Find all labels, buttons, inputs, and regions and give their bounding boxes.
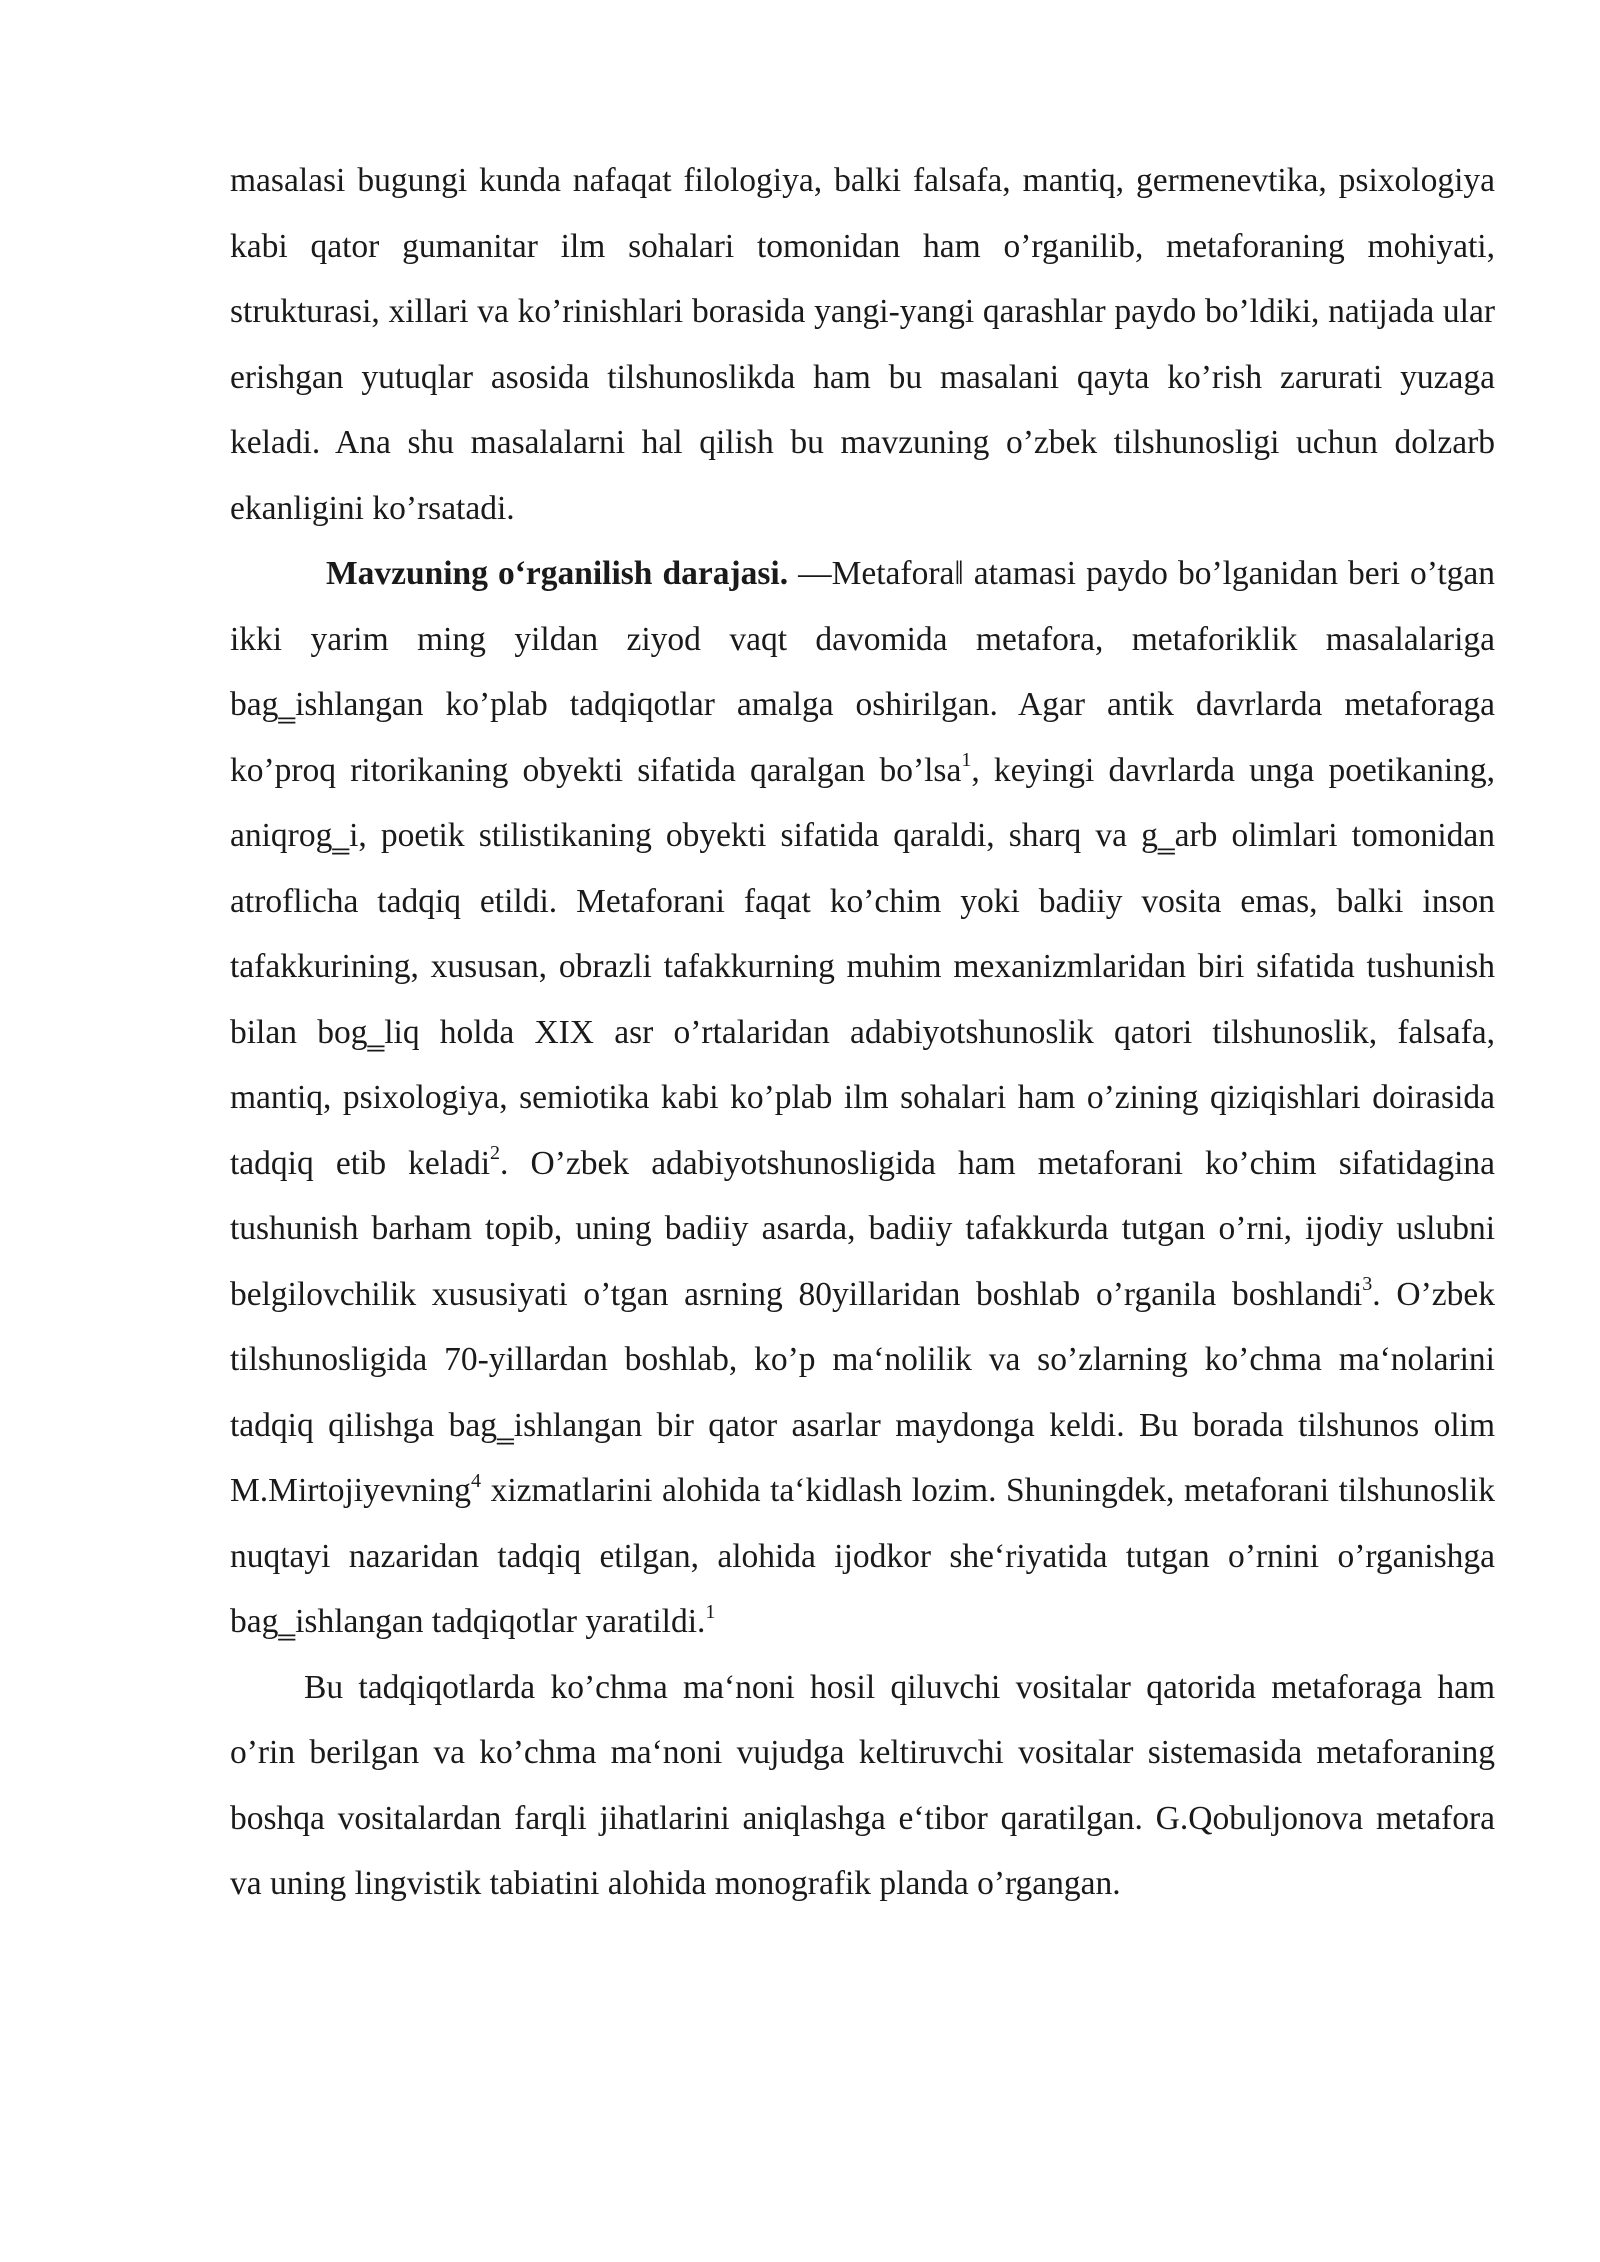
paragraph-study-level <box>230 541 1495 1655</box>
footnote-ref[interactable]: 1 <box>961 749 972 772</box>
footnote-ref[interactable]: 4 <box>471 1469 482 1492</box>
text-segment: xizmatlarini alohida ta‘kidlash lozim. Shuningdek, metaforani tilshunoslik nuqtayi nazaridan tadqiq etilgan, alohida ijodkor she‘riyatida tutgan o’rnini o’rganishga bag‗ishlangan tadqiqotlar yaratildi. <box>230 1472 1495 1640</box>
paragraph-intro: masalasi bugungi kunda nafaqat filologiya, balki falsafa, mantiq, germenevtika, psixologiya kabi qator gumanitar ilm sohalari tomonidan ham o’rganilib, metaforaning mohiyati, strukturasi, xillari va ko’rinishlari borasida yangi-yangi qarashlar paydo bo’ldiki, natijada ular erishgan yutuqlar asosida tilshunoslikda ham bu masalani qayta ko’rish zarurati yuzaga keladi. Ana shu masalalarni hal qilish bu mavzuning o’zbek tilshunosligi uchun dolzarb ekanligini ko’rsatadi. <box>230 162 1495 527</box>
footnote-ref[interactable]: 1 <box>705 1600 716 1623</box>
section-heading: Mavzuning o‘rganilish darajasi. <box>326 555 789 592</box>
footnote-ref[interactable]: 2 <box>490 1142 501 1165</box>
document-page <box>230 148 1495 1917</box>
text-segment: ―Metafora‖ atamasi paydo bo’lganidan beri o’tgan ikki yarim ming yildan ziyod vaqt davomida metafora, metaforiklik masalalariga bag‗ishlangan ko’plab tadqiqotlar amalga oshirilgan. Agar antik davrlarda metaforaga ko’proq ritorikaning obyekti sifatida qaralgan bo’lsa <box>230 555 1496 789</box>
paragraph-research: Bu tadqiqotlarda ko’chma ma‘noni hosil qiluvchi vositalar qatorida metaforaga ham o’rin berilgan va ko’chma ma‘noni vujudga keltiruvchi vositalar sistemasida metaforaning boshqa vositalardan farqli jihatlarini aniqlashga e‘tibor qaratilgan. G.Qobuljonova metafora va uning lingvistik tabiatini alohida monografik planda o’rgangan. <box>230 1668 1495 1902</box>
text-segment: . O’zbek tilshunosligida 70-yillardan boshlab, ko’p ma‘nolilik va so’zlarning ko’chma ma‘nolarini tadqiq qilishga bag‗ishlangan bir qator asarlar maydonga keldi. Bu borada tilshunos olim M.Mirtojiyevning <box>230 1275 1495 1509</box>
text-segment: , keyingi davrlarda unga poetikaning, aniqrog‗i, poetik stilistikaning obyekti sifatida qaraldi, sharq va g‗arb olimlari tomonidan atroflicha tadqiq etildi. Metaforani faqat ko’chim yoki badiiy vosita emas, balki inson tafakkurining, xususan, obrazli tafakkurning muhim mexanizmlaridan biri sifatida tushunish bilan bog‗liq holda XIX asr o’rtalaridan adabiyotshunoslik qatori tilshunoslik, falsafa, mantiq, psixologiya, semiotika kabi ko’plab ilm sohalari ham o’zining qiziqishlari doirasida tadqiq etib keladi <box>230 751 1495 1182</box>
footnote-ref[interactable]: 3 <box>1362 1273 1373 1296</box>
text-segment: . O’zbek adabiyotshunosligida ham metaforani ko’chim sifatidagina tushunish barham topib, uning badiiy asarda, badiiy tafakkurda tutgan o’rni, ijodiy uslubni belgilovchilik xususiyati o’tgan asrning 80yillaridan boshlab o’rganila boshlandi <box>230 1144 1495 1313</box>
